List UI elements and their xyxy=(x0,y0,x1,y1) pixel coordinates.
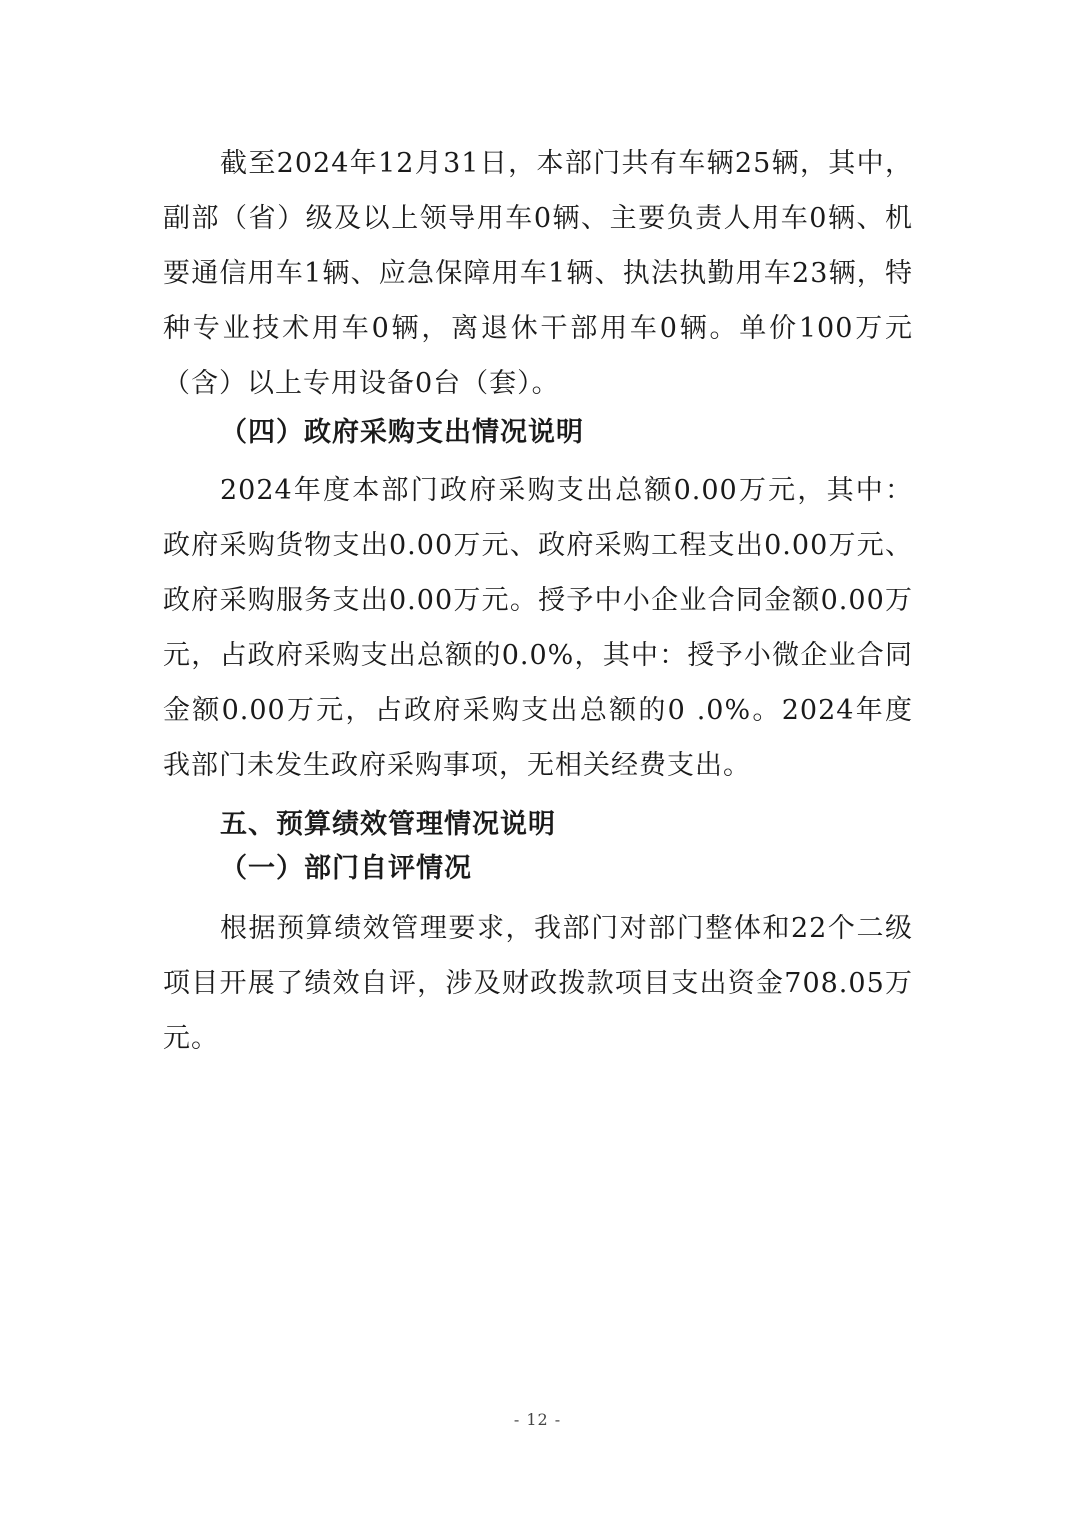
heading-self-evaluation: （一）部门自评情况 xyxy=(220,853,472,884)
heading-section-five: 五、预算绩效管理情况说明 xyxy=(220,809,556,840)
page-body xyxy=(163,136,913,1066)
page-number: - 12 - xyxy=(513,1410,562,1429)
paragraph-vehicles: 截至2024年12月31日，本部门共有车辆25辆，其中，副部（省）级及以上领导用车0辆、主要负责人用车0辆、机要通信用车1辆、应急保障用车1辆、执法执勤用车23辆，特种专业技术用车0辆，离退休干部用车0辆。单价100万元（含）以上专用设备0台（套）。 xyxy=(163,148,913,399)
paragraph-self-evaluation: 根据预算绩效管理要求，我部门对部门整体和22个二级项目开展了绩效自评，涉及财政拨款项目支出资金708.05万元。 xyxy=(163,913,913,1054)
heading-procurement: （四）政府采购支出情况说明 xyxy=(220,417,584,448)
paragraph-procurement: 2024年度本部门政府采购支出总额0.00万元，其中：政府采购货物支出0.00万元、政府采购工程支出0.00万元、政府采购服务支出0.00万元。授予中小企业合同金额0.00万元，占政府采购支出总额的0.0%，其中：授予小微企业合同金额0.00万元，占政府采购支出总额的0 .0%。2024年度我部门未发生政府采购事项，无相关经费支出。 xyxy=(163,475,913,781)
